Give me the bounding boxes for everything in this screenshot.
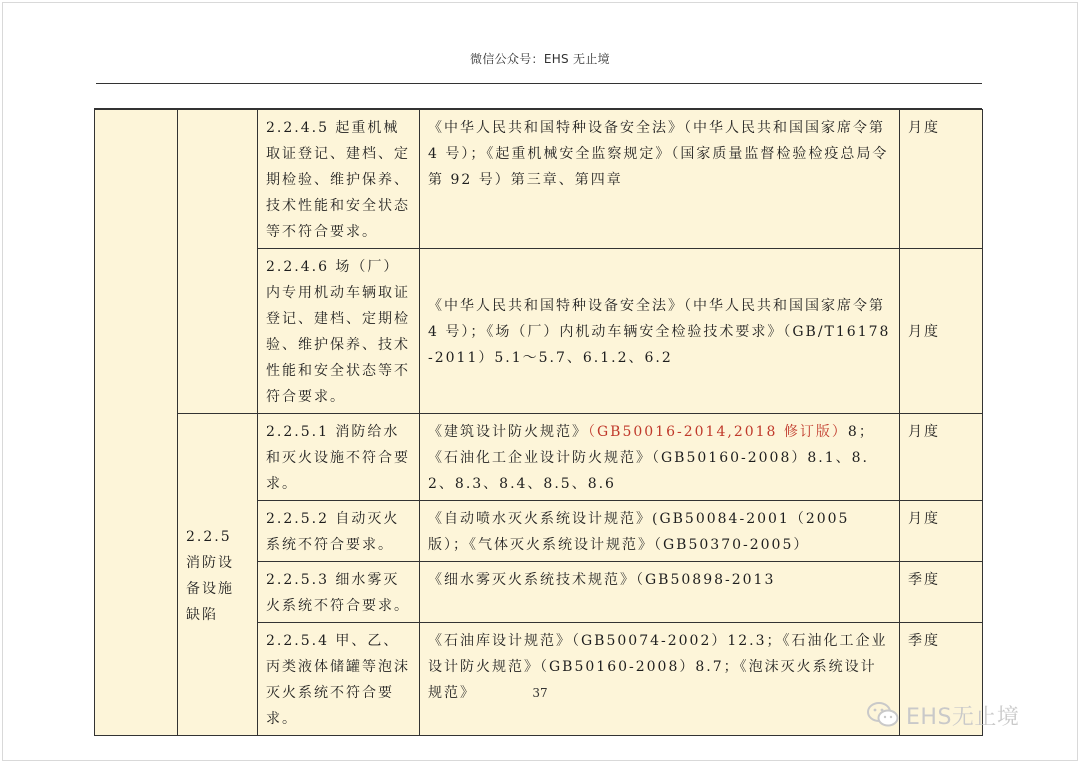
frequency-cell: 月度 [900, 249, 983, 414]
basis-cell: 《中华人民共和国特种设备安全法》（中华人民共和国国家席令第 4 号）；《起重机械安全监察规定》（国家质量监督检验检疫总局令第 92 号）第三章、第四章 [420, 110, 900, 249]
table-row [95, 110, 983, 249]
watermark-text: EHS无止境 [906, 704, 1020, 730]
frequency-cell: 季度 [900, 562, 983, 623]
basis-cell: 《自动喷水灭火系统设计规范》(GB50084-2001（2005 版）；《气体灭火系统设计规范》（GB50370-2005） [420, 501, 900, 562]
subcategory-cell-blank [178, 110, 258, 414]
basis-text: 《建筑设计防火规范》 [428, 424, 588, 440]
table-row [95, 414, 983, 501]
item-cell: 2.2.5.4 甲、乙、丙类液体储罐等泡沫灭火系统不符合要求。 [258, 623, 420, 736]
category-cell-blank [95, 110, 178, 736]
frequency-cell: 季度 [900, 623, 983, 736]
basis-cell: 《中华人民共和国特种设备安全法》（中华人民共和国国家席令第 4 号）；《场（厂）内机动车辆安全检验技术要求》（GB/T16178-2011）5.1～5.7、6.1.2、6.2 [420, 249, 900, 414]
subcategory-cell: 2.2.5 消防设备设施缺陷 [178, 414, 258, 736]
frequency-cell: 月度 [900, 110, 983, 249]
wechat-icon [866, 701, 900, 729]
item-cell: 2.2.5.1 消防给水和灭火设施不符合要求。 [258, 414, 420, 501]
frequency-cell: 月度 [900, 501, 983, 562]
frequency-cell: 月度 [900, 414, 983, 501]
basis-text: 8；《石油化工企业设计防火规范》（GB50160-2008）8.1、8.2、8.3、8.4、8.5、8.6 [428, 424, 875, 492]
basis-cell [420, 414, 900, 501]
item-cell: 2.2.5.3 细水雾灭火系统不符合要求。 [258, 562, 420, 623]
basis-cell: 《细水雾灭火系统技术规范》（GB50898-2013 [420, 562, 900, 623]
revision-highlight: （GB50016-2014,2018 修订版） [588, 424, 848, 440]
item-cell: 2.2.5.2 自动灭火系统不符合要求。 [258, 501, 420, 562]
basis-cell: 《石油库设计规范》（GB50074-2002）12.3；《石油化工企业设计防火规范》（GB50160-2008）8.7；《泡沫灭火系统设计规范》 [420, 623, 900, 736]
hazard-table [94, 109, 983, 736]
item-cell: 2.2.4.5 起重机械取证登记、建档、定期检验、维护保养、技术性能和安全状态等不符合要求。 [258, 110, 420, 249]
page-number: 37 [532, 686, 548, 700]
watermark [866, 700, 1019, 730]
item-cell: 2.2.4.6 场（厂）内专用机动车辆取证登记、建档、定期检验、维护保养、技术性能和安全状态等不符合要求。 [258, 249, 420, 414]
header-rule [96, 83, 982, 84]
page-header: 微信公众号：EHS 无止境 [470, 52, 610, 66]
